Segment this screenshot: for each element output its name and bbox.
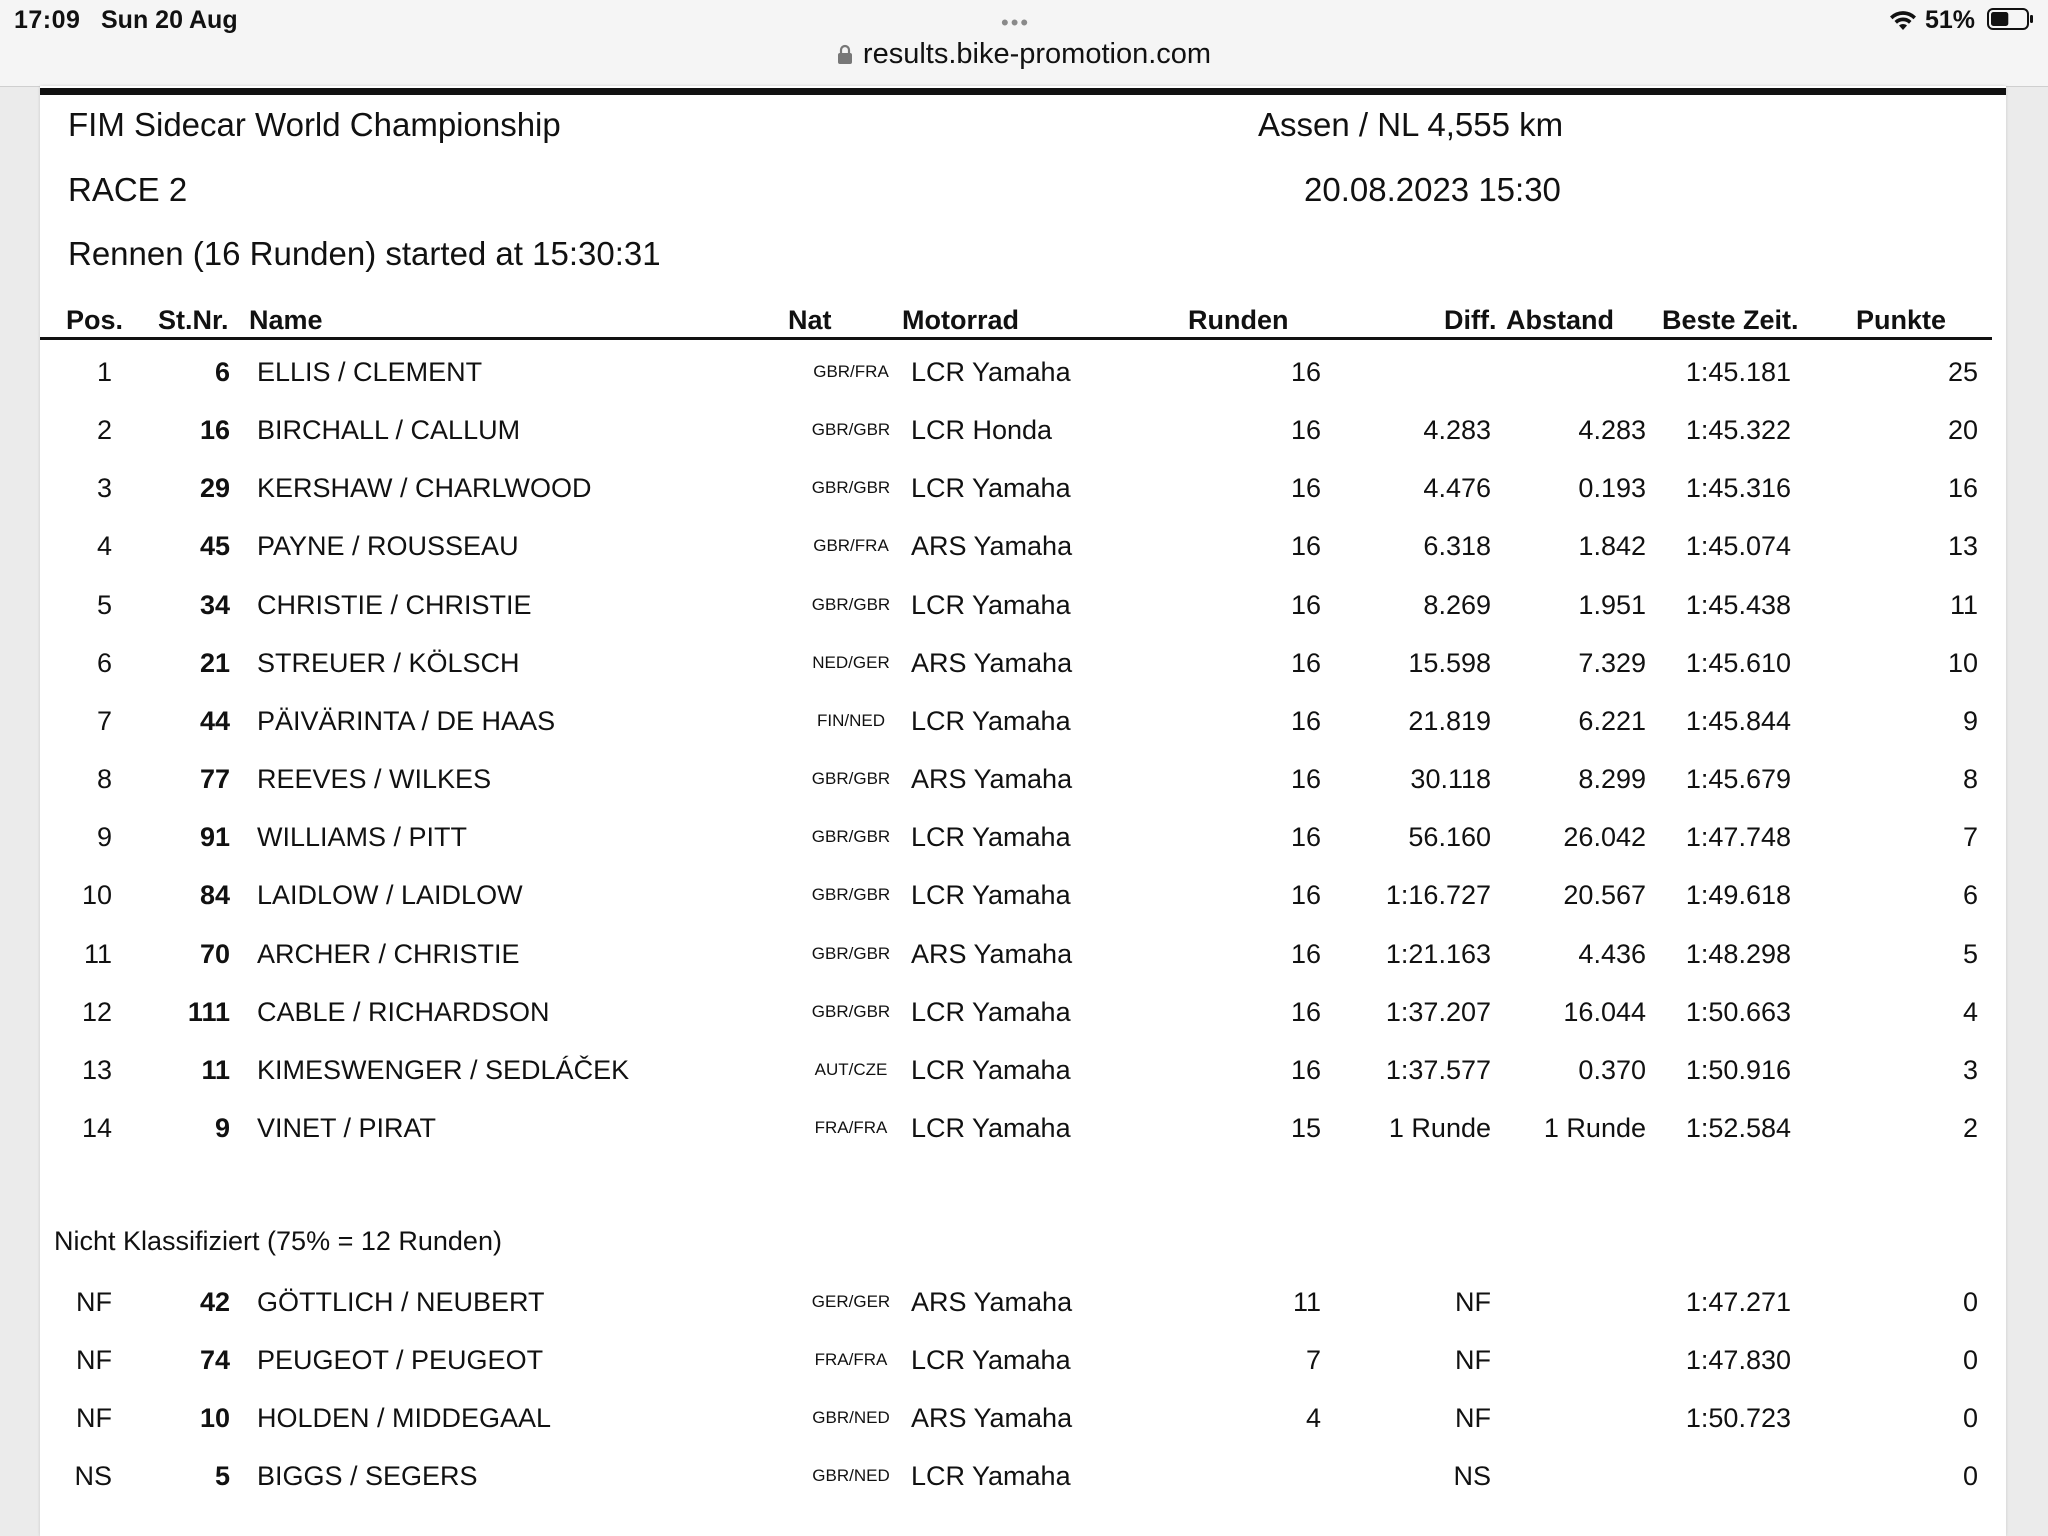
start-number: 10 [199, 1403, 230, 1434]
laps: 16 [1290, 938, 1321, 969]
diff-to-leader: 30.118 [1410, 764, 1491, 795]
table-row [40, 877, 2006, 935]
result-position: NF [76, 1287, 112, 1317]
bike-make: ARS Yamaha [911, 1287, 1073, 1317]
lock-icon [837, 44, 853, 65]
laps: 16 [1290, 880, 1321, 911]
laps: 11 [1292, 1287, 1321, 1317]
gap-to-previous: 0.193 [1578, 473, 1646, 504]
nationality: NED/GER [812, 652, 890, 672]
col-bike: Motorrad [902, 305, 1019, 335]
result-position: 11 [83, 938, 112, 969]
browser-chrome [0, 0, 2048, 87]
best-lap-time: 1:45.438 [1685, 589, 1791, 620]
best-lap-time: 1:52.584 [1685, 1112, 1791, 1143]
status-time: 17:09 [14, 6, 81, 34]
bike-make: LCR Yamaha [911, 822, 1071, 853]
laps: 16 [1290, 996, 1321, 1027]
points: 13 [1947, 531, 1978, 562]
laps: 16 [1290, 647, 1321, 678]
start-number: 34 [199, 589, 230, 620]
bike-make: LCR Yamaha [911, 1054, 1071, 1085]
diff-to-leader: 21.819 [1408, 705, 1491, 736]
start-number: 70 [199, 938, 230, 969]
laps: 15 [1290, 1112, 1321, 1143]
points: 0 [1962, 1403, 1978, 1434]
table-row [40, 761, 2006, 819]
team-name: ELLIS / CLEMENT [257, 357, 483, 387]
points: 20 [1947, 415, 1978, 446]
result-position: NF [76, 1345, 112, 1376]
result-position: 10 [81, 880, 112, 911]
bike-make: LCR Yamaha [911, 1461, 1071, 1492]
start-number: 6 [214, 357, 230, 387]
team-name: REEVES / WILKES [257, 764, 492, 795]
start-number: 45 [199, 531, 230, 562]
diff-to-leader: NF [1455, 1287, 1491, 1317]
team-name: HOLDEN / MIDDEGAAL [257, 1403, 552, 1434]
nationality: GBR/GBR [811, 827, 891, 847]
team-name: CABLE / RICHARDSON [257, 996, 550, 1027]
table-row [40, 354, 2006, 412]
gap-to-previous: 1.951 [1578, 589, 1646, 620]
gap-to-previous: 6.221 [1578, 705, 1646, 736]
page-top-rule [40, 88, 2006, 95]
table-row [40, 1110, 2006, 1168]
team-name: PAYNE / ROUSSEAU [257, 531, 519, 562]
laps: 16 [1290, 764, 1321, 795]
result-position: 2 [96, 415, 112, 446]
start-number: 77 [199, 764, 230, 795]
team-name: ARCHER / CHRISTIE [257, 938, 520, 969]
nationality: GBR/GBR [811, 885, 891, 905]
points: 16 [1947, 473, 1978, 504]
start-number: 21 [199, 647, 230, 678]
diff-to-leader: 1:21.163 [1385, 938, 1491, 969]
diff-to-leader: 6.318 [1423, 531, 1491, 562]
race-title: RACE 2 [68, 171, 188, 208]
laps: 16 [1290, 1054, 1321, 1085]
wifi-icon [1888, 8, 1918, 32]
result-position: 8 [96, 764, 112, 795]
points: 6 [1962, 880, 1978, 911]
start-number: 44 [199, 705, 230, 736]
bike-make: LCR Yamaha [911, 589, 1071, 620]
laps: 16 [1290, 705, 1321, 736]
gap-to-previous: 16.044 [1563, 996, 1646, 1027]
track-info: Assen / NL 4,555 km [1258, 106, 1564, 143]
nationality: GBR/FRA [813, 362, 889, 381]
start-number: 91 [199, 822, 230, 853]
gap-to-previous: 26.042 [1563, 822, 1646, 853]
best-lap-time: 1:45.844 [1685, 705, 1791, 736]
bike-make: LCR Honda [911, 415, 1053, 446]
team-name: STREUER / KÖLSCH [257, 647, 520, 678]
best-lap-time: 1:45.679 [1685, 764, 1791, 795]
points: 5 [1962, 938, 1978, 969]
bike-make: ARS Yamaha [911, 531, 1073, 562]
table-row [40, 1342, 2006, 1400]
table-row [40, 470, 2006, 528]
laps: 16 [1290, 415, 1321, 446]
gap-to-previous: 4.436 [1578, 938, 1646, 969]
nationality: GBR/GBR [811, 769, 891, 789]
laps: 16 [1290, 589, 1321, 620]
col-start-number: St.Nr. [158, 305, 229, 335]
table-row [40, 412, 2006, 470]
bike-make: LCR Yamaha [911, 996, 1071, 1027]
bike-make: LCR Yamaha [911, 1112, 1071, 1143]
diff-to-leader: 1:37.577 [1385, 1054, 1491, 1085]
nationality: GBR/GBR [811, 1001, 891, 1021]
diff-to-leader: 1:16.727 [1385, 880, 1491, 911]
bike-make: ARS Yamaha [911, 938, 1073, 969]
points: 0 [1962, 1287, 1978, 1317]
team-name: WILLIAMS / PITT [257, 822, 468, 853]
team-name: CHRISTIE / CHRISTIE [257, 589, 532, 620]
battery-icon [1987, 7, 2035, 31]
gap-to-previous: 1 Runde [1543, 1112, 1646, 1143]
bike-make: ARS Yamaha [911, 1403, 1073, 1434]
nationality: GBR/NED [812, 1466, 890, 1486]
team-name: KERSHAW / CHARLWOOD [257, 473, 592, 504]
best-lap-time: 1:47.830 [1685, 1345, 1791, 1376]
result-position: 12 [81, 996, 112, 1027]
nationality: AUT/CZE [814, 1059, 888, 1079]
result-position: 4 [96, 531, 112, 562]
points: 3 [1962, 1054, 1978, 1085]
start-number: 16 [199, 415, 230, 446]
battery-percent: 51% [1925, 6, 1976, 34]
table-row [40, 703, 2006, 761]
points: 2 [1962, 1112, 1978, 1143]
start-number: 42 [199, 1287, 230, 1317]
bike-make: LCR Yamaha [911, 880, 1071, 911]
best-lap-time: 1:45.316 [1685, 473, 1791, 504]
nationality: GBR/GBR [811, 478, 891, 498]
points: 8 [1962, 764, 1978, 795]
table-row [40, 1052, 2006, 1110]
result-position: 9 [96, 822, 112, 853]
laps: 16 [1290, 473, 1321, 504]
best-lap-time: 1:48.298 [1685, 938, 1791, 969]
col-pos: Pos. [66, 305, 124, 335]
team-name: BIRCHALL / CALLUM [257, 415, 521, 446]
diff-to-leader: 4.476 [1423, 473, 1491, 504]
bike-make: LCR Yamaha [911, 473, 1071, 504]
col-best-time: Beste Zeit. [1662, 305, 1799, 335]
bike-make: LCR Yamaha [911, 1345, 1071, 1376]
points: 4 [1962, 996, 1978, 1027]
best-lap-time: 1:50.663 [1685, 996, 1791, 1027]
nationality: FRA/FRA [814, 1117, 888, 1137]
table-row [40, 645, 2006, 703]
team-name: LAIDLOW / LAIDLOW [257, 880, 523, 911]
laps: 7 [1305, 1345, 1321, 1376]
table-row [40, 1400, 2006, 1458]
points: 0 [1962, 1461, 1978, 1492]
start-info: Rennen (16 Runden) started at 15:30:31 [68, 235, 661, 272]
diff-to-leader: NF [1455, 1345, 1491, 1376]
team-name: KIMESWENGER / SEDLÁČEK [257, 1054, 630, 1085]
col-nat: Nat [788, 305, 832, 335]
results-page [40, 86, 2006, 1536]
result-position: 14 [81, 1112, 112, 1143]
result-position: 5 [96, 589, 112, 620]
championship-title: FIM Sidecar World Championship [68, 106, 561, 143]
gap-to-previous: 7.329 [1578, 647, 1646, 678]
url-text: results.bike-promotion.com [862, 38, 1212, 70]
points: 25 [1947, 357, 1978, 387]
nationality: GBR/GBR [811, 943, 891, 963]
gap-to-previous: 8.299 [1578, 764, 1646, 795]
bike-make: ARS Yamaha [911, 764, 1073, 795]
result-position: NF [76, 1403, 112, 1434]
table-row [40, 1458, 2006, 1516]
points: 7 [1962, 822, 1978, 853]
best-lap-time: 1:50.723 [1685, 1403, 1791, 1434]
best-lap-time: 1:45.074 [1685, 531, 1791, 562]
table-row [40, 819, 2006, 877]
points: 9 [1962, 705, 1978, 736]
diff-to-leader: NF [1455, 1403, 1491, 1434]
table-row [40, 994, 2006, 1052]
nationality: GBR/FRA [813, 536, 889, 556]
address-bar[interactable] [0, 38, 2048, 71]
nationality: FRA/FRA [814, 1350, 888, 1370]
laps: 16 [1290, 531, 1321, 562]
best-lap-time: 1:50.916 [1685, 1054, 1791, 1085]
best-lap-time: 1:45.610 [1685, 647, 1791, 678]
team-name: BIGGS / SEGERS [257, 1461, 478, 1492]
gap-to-previous: 1.842 [1578, 531, 1646, 562]
col-points: Punkte [1856, 305, 1947, 335]
diff-to-leader: 1:37.207 [1385, 996, 1491, 1027]
best-lap-time: 1:49.618 [1685, 880, 1791, 911]
diff-to-leader: 8.269 [1423, 589, 1491, 620]
result-position: 7 [96, 705, 112, 736]
points: 10 [1947, 647, 1978, 678]
table-row [40, 587, 2006, 645]
table-row [40, 528, 2006, 586]
result-position: 13 [81, 1054, 112, 1085]
bike-make: LCR Yamaha [911, 357, 1071, 387]
start-number: 29 [199, 473, 230, 504]
start-number: 84 [199, 880, 230, 911]
best-lap-time: 1:45.181 [1685, 357, 1791, 387]
team-name: GÖTTLICH / NEUBERT [257, 1287, 545, 1317]
gap-to-previous: 0.370 [1578, 1054, 1646, 1085]
points: 11 [1949, 589, 1978, 620]
laps: 16 [1290, 357, 1321, 387]
table-row [40, 936, 2006, 994]
result-position: NS [74, 1461, 112, 1492]
col-diff: Diff. [1444, 305, 1497, 335]
multitask-dots[interactable]: ••• [1001, 10, 1031, 35]
best-lap-time: 1:47.271 [1685, 1287, 1791, 1317]
gap-to-previous: 20.567 [1563, 880, 1646, 911]
nationality: GBR/GBR [811, 594, 891, 614]
table-row [40, 1284, 2006, 1342]
start-number: 5 [214, 1461, 230, 1492]
diff-to-leader: 4.283 [1423, 415, 1491, 446]
start-number: 11 [201, 1054, 230, 1085]
col-name: Name [249, 305, 323, 335]
team-name: PEUGEOT / PEUGEOT [257, 1345, 544, 1376]
team-name: VINET / PIRAT [257, 1112, 437, 1143]
bike-make: ARS Yamaha [911, 647, 1073, 678]
race-datetime: 20.08.2023 15:30 [1304, 171, 1561, 208]
gap-to-previous: 4.283 [1578, 415, 1646, 446]
diff-to-leader: 1 Runde [1388, 1112, 1491, 1143]
result-position: 1 [96, 357, 112, 387]
start-number: 111 [187, 996, 230, 1027]
best-lap-time: 1:45.322 [1685, 415, 1791, 446]
laps: 16 [1290, 822, 1321, 853]
start-number: 74 [199, 1345, 230, 1376]
start-number: 9 [214, 1112, 230, 1143]
laps: 4 [1305, 1403, 1321, 1434]
diff-to-leader: NS [1453, 1461, 1491, 1492]
col-laps: Runden [1188, 305, 1289, 335]
status-date: Sun 20 Aug [101, 6, 238, 34]
col-gap: Abstand [1506, 305, 1614, 335]
result-position: 6 [96, 647, 112, 678]
result-position: 3 [96, 473, 112, 504]
team-name: PÄIVÄRINTA / DE HAAS [257, 705, 556, 736]
points: 0 [1962, 1345, 1978, 1376]
bike-make: LCR Yamaha [911, 705, 1071, 736]
best-lap-time: 1:47.748 [1685, 822, 1791, 853]
nationality: GER/GER [811, 1292, 891, 1311]
diff-to-leader: 56.160 [1408, 822, 1491, 853]
not-classified-label: Nicht Klassifiziert (75% = 12 Runden) [54, 1226, 502, 1256]
nationality: GBR/NED [812, 1408, 890, 1428]
nationality: GBR/GBR [811, 420, 891, 440]
header-rule [40, 337, 1992, 340]
nationality: FIN/NED [817, 710, 885, 730]
diff-to-leader: 15.598 [1408, 647, 1491, 678]
